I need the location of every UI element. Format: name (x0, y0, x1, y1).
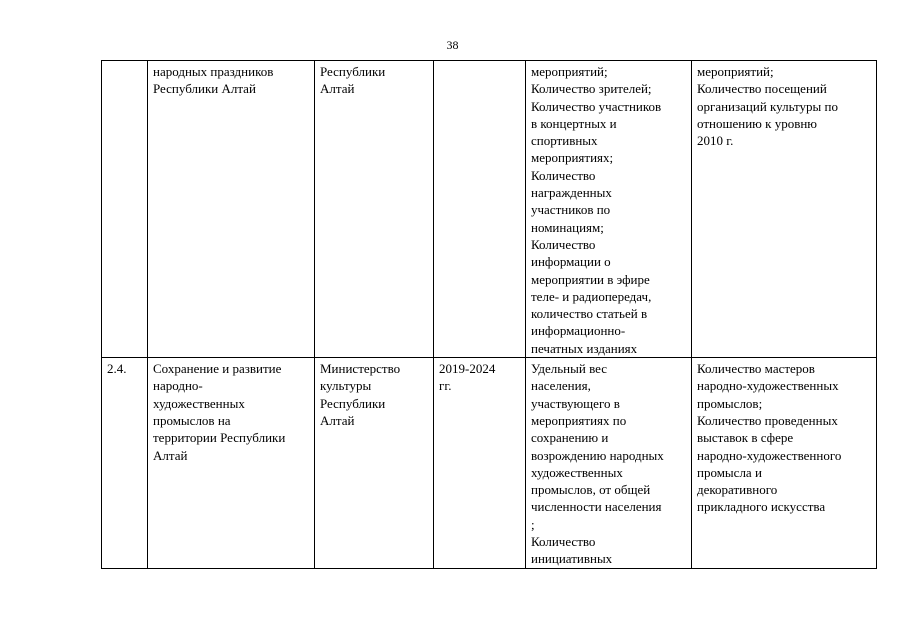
program-table (101, 60, 877, 569)
table-row (102, 61, 877, 358)
cell-period: 2019-2024 гг. (434, 358, 526, 569)
cell-executor: Республики Алтай (315, 61, 434, 358)
cell-results: мероприятий; Количество посещений организаций культуры по отношению к уровню 2010 г. (692, 61, 877, 358)
cell-indicators: мероприятий; Количество зрителей; Количество участников в концертных и спортивных мероприятиях; Количество награжденных участников по номинациям; Количество информации о мероприятии в эфире теле- и радиопередач, количество статьей в информационно- печатных изданиях (526, 61, 692, 358)
cell-executor: Министерство культуры Республики Алтай (315, 358, 434, 569)
cell-activity-name: Сохранение и развитие народно- художественных промыслов на территории Республики Алтай (148, 358, 315, 569)
cell-indicators: Удельный вес населения, участвующего в мероприятиях по сохранению и возрождению народных художественных промыслов, от общей численности населения ; Количество инициативных (526, 358, 692, 569)
page-number: 38 (446, 38, 459, 52)
table-row (102, 358, 877, 569)
cell-activity-name: народных праздников Республики Алтай (148, 61, 315, 358)
cell-number (102, 61, 148, 358)
cell-number: 2.4. (102, 358, 148, 569)
cell-period (434, 61, 526, 358)
cell-results: Количество мастеров народно-художественных промыслов; Количество проведенных выставок в сфере народно-художественного промысла и декоративного прикладного искусства (692, 358, 877, 569)
